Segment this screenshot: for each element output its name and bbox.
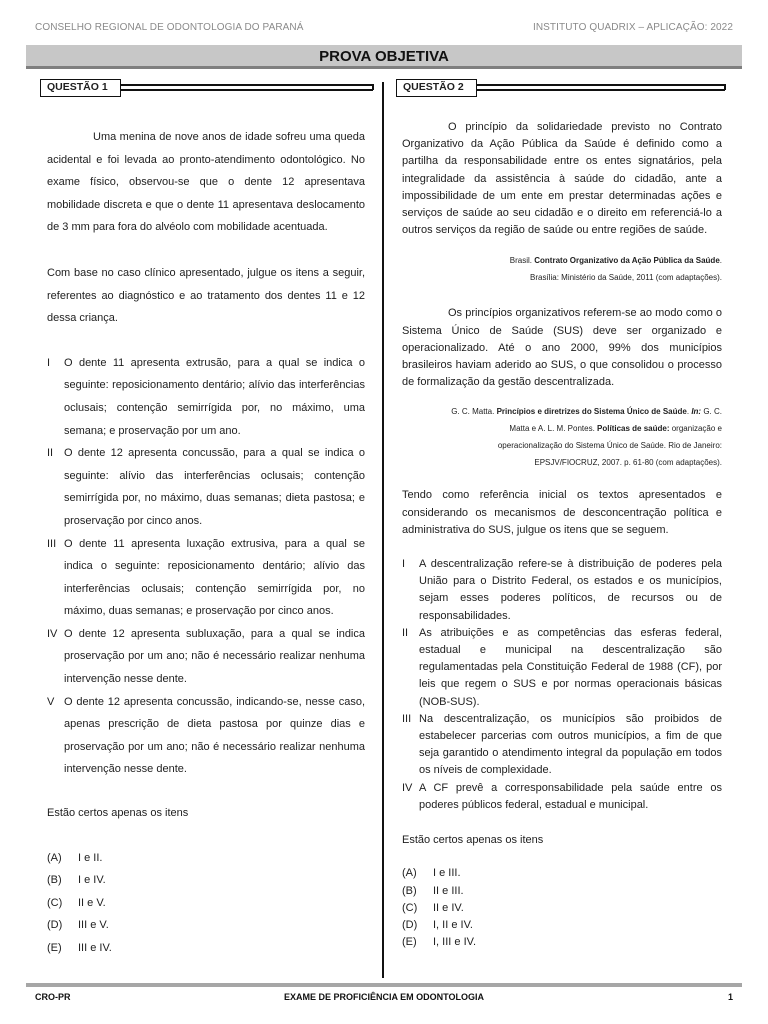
question-1-body	[47, 126, 365, 960]
option-text: II e V.	[78, 896, 106, 909]
option-text: I, II e IV.	[433, 918, 473, 931]
citation-title: Contrato Organizativo da Ação Pública da Saúde	[534, 256, 720, 266]
item-number: V	[47, 695, 55, 708]
item-number: IV	[47, 627, 58, 640]
option-text: I e IV.	[78, 874, 106, 887]
item-text: O dente 11 apresenta luxação extrusiva, para a qual se indica o seguinte: reposicionamento dentário; alívio das interferências oclusais; contenção semirrígida por, no máximo, duas semanas; e proservação por cinco anos.	[64, 537, 365, 618]
option-text: II e IV.	[433, 901, 464, 914]
item-number: III	[402, 712, 412, 725]
question-2-options	[402, 865, 722, 951]
item-text: O dente 12 apresenta subluxação, para a qual se indica proservação por um ano; não é necessário realizar nenhuma intervenção nesse dente.	[64, 627, 365, 686]
option-letter: (D)	[402, 918, 418, 931]
option-letter: (C)	[47, 896, 63, 909]
question-2-heading	[396, 79, 725, 97]
column-divider	[382, 82, 384, 978]
item-text: A CF prevê a corresponsabilidade pela saúde entre os poderes públicos federal, estadual e municipal.	[419, 781, 722, 811]
header-institute: INSTITUTO QUADRIX – APLICAÇÃO: 2022	[532, 22, 733, 33]
citation-editors: Matta e A. L. M. Pontes.	[509, 424, 595, 434]
list-item	[47, 691, 365, 781]
page-title: PROVA OBJETIVA	[26, 45, 742, 69]
citation-in: In:	[691, 407, 702, 417]
header-organization: CONSELHO REGIONAL DE ODONTOLOGIA DO PARANÁ	[35, 22, 304, 33]
question-1-heading	[40, 79, 373, 97]
question-2-text-2: Os princípios organizativos referem-se ao modo como o Sistema Único de Saúde (SUS) deve ser organizado e operacionalizado. Até o ano 2000, 99% dos municípios brasileiros haviam aderido ao SUS, o que consolidou o processo de formalização da gestão descentralizada.	[402, 307, 722, 389]
answer-option-c[interactable]	[47, 892, 365, 915]
question-2-items	[402, 556, 722, 814]
question-1-intro: Uma menina de nove anos de idade sofreu uma queda acidental e foi levada ao pronto-atendimento odontológico. No exame físico, observou-se que o dente 12 apresentava mobilidade discreta e que o dente 11 apresentava deslocamento de 3 mm para fora do alvéolo com mobilidade acentuada.	[47, 131, 365, 234]
heading-rule	[477, 89, 725, 91]
item-number: IV	[402, 781, 413, 794]
option-letter: (D)	[47, 919, 63, 932]
list-item	[47, 442, 365, 532]
answer-option-d[interactable]	[47, 914, 365, 937]
citation-2	[402, 403, 722, 471]
list-item	[402, 625, 722, 711]
heading-rule	[372, 84, 374, 90]
heading-rule	[121, 84, 373, 86]
citation-line: operacionalização do Sistema Único de Saúde. Rio de Janeiro:	[497, 441, 722, 451]
citation-1	[402, 252, 722, 286]
citation-punct: .	[686, 407, 690, 417]
question-1-options	[47, 847, 365, 960]
item-text: O dente 11 apresenta extrusão, para a qual se indica o seguinte: reposicionamento dentário; alívio das interferências oclusais; contenção semirrígida por, no máximo, uma semana; e proservação por um ano.	[64, 356, 365, 437]
list-item	[47, 533, 365, 623]
answer-option-c[interactable]	[402, 900, 722, 917]
heading-rule	[477, 84, 725, 86]
item-text: A descentralização refere-se à distribuição de poderes pela União para o Distrito Federal, os estados e os municípios, sejam esses poderes políticos, de recursos ou de responsabilidades.	[419, 558, 722, 622]
option-letter: (A)	[402, 867, 417, 880]
item-number: III	[47, 537, 57, 550]
option-letter: (C)	[402, 901, 418, 914]
item-text: O dente 12 apresenta concussão, indicando-se, nesse caso, apenas prescrição de dieta pastosa por quinze dias e proservação por um ano; não é necessário realizar nenhuma intervenção nesse dente.	[64, 695, 365, 776]
option-letter: (A)	[47, 851, 62, 864]
item-number: I	[47, 356, 51, 369]
citation-editor: G. C.	[703, 407, 722, 417]
list-item	[402, 711, 722, 780]
option-text: III e V.	[78, 919, 109, 932]
question-2-prompt: Tendo como referência inicial os textos apresentados e considerando os mecanismos de desconcentração política e administrativa do SUS, julgue os itens que se seguem.	[402, 489, 722, 536]
item-number: I	[402, 558, 406, 571]
question-2-question: Estão certos apenas os itens	[402, 834, 544, 847]
heading-rule	[724, 84, 726, 90]
footer-exam-name: EXAME DE PROFICIÊNCIA EM ODONTOLOGIA	[283, 992, 484, 1002]
option-letter: (B)	[402, 884, 417, 897]
answer-option-e[interactable]	[47, 937, 365, 960]
item-number: II	[402, 626, 409, 639]
citation-author: G. C. Matta.	[451, 407, 495, 417]
item-number: II	[47, 447, 54, 460]
citation-line: EPSJV/FIOCRUZ, 2007. p. 61-80 (com adaptações).	[534, 458, 722, 468]
answer-option-a[interactable]	[47, 847, 365, 870]
question-1-items	[47, 352, 365, 781]
option-text: II e III.	[433, 884, 464, 897]
citation-publisher: Brasília: Ministério da Saúde, 2011 (com adaptações).	[530, 273, 722, 283]
item-text: Na descentralização, os municípios são proibidos de estabelecer parcerias com outros municípios, a fim de que seja garantido o atendimento integral da população em todos os níveis de complexidade.	[419, 712, 722, 777]
list-item	[402, 556, 722, 625]
question-1-label: QUESTÃO 1	[40, 79, 121, 97]
citation-book-title: Políticas de saúde:	[597, 424, 670, 434]
citation-subtitle: organização e	[671, 424, 722, 434]
question-2-text-1: O princípio da solidariedade previsto no Contrato Organizativo da Ação Pública da Saúde é definido como a partilha da responsabilidade entre os entes signatários, pela integralidade da assistência à saúde do cidadão, ante a impossibilidade de um ente em prestar determinadas ações e serviços de saúde ao seu cidadão e o direito em referenciá-lo a outros serviços da região de saúde ou entre regiões de saúde.	[402, 121, 722, 237]
item-text: As atribuições e as competências das esferas federal, estadual e municipal na descentralização são regulamentadas pela Constituição Federal de 1988 (CF), por leis que regem o SUS e por normas operacionais básicas (NOB-SUS).	[419, 626, 722, 708]
citation-author: Brasil.	[509, 256, 533, 266]
heading-rule	[121, 89, 373, 91]
list-item	[402, 780, 722, 814]
option-text: III e IV.	[78, 942, 112, 954]
question-1-prompt: Com base no caso clínico apresentado, julgue os itens a seguir, referentes ao diagnóstico e ao tratamento dos dentes 11 e 12 dessa criança.	[47, 266, 365, 325]
option-letter: (B)	[47, 874, 62, 887]
answer-option-b[interactable]	[402, 883, 722, 900]
option-text: I e III.	[433, 867, 461, 880]
question-1-question: Estão certos apenas os itens	[47, 807, 189, 820]
footer-org-code: CRO-PR	[35, 992, 71, 1002]
answer-option-b[interactable]	[47, 869, 365, 892]
option-letter: (E)	[402, 936, 417, 949]
option-letter: (E)	[47, 942, 62, 954]
item-text: O dente 12 apresenta concussão, para a qual se indica o seguinte: alívio das interferências oclusais; contenção semirrígida por, no máximo, duas semanas; dieta pastosa; e proservação por cinco anos.	[64, 447, 365, 527]
option-text: I e II.	[78, 851, 103, 864]
answer-option-d[interactable]	[402, 917, 722, 934]
option-text: I, III e IV.	[433, 936, 477, 949]
page-number: 1	[727, 992, 733, 1002]
citation-punct: .	[719, 256, 722, 266]
citation-title: Princípios e diretrizes do Sistema Único de Saúde	[496, 407, 687, 417]
list-item	[47, 623, 365, 691]
answer-option-e[interactable]	[402, 934, 722, 951]
question-2-body	[402, 119, 722, 951]
list-item	[47, 352, 365, 442]
question-2-label: QUESTÃO 2	[396, 79, 477, 97]
footer-rule	[26, 983, 742, 987]
answer-option-a[interactable]	[402, 865, 722, 882]
